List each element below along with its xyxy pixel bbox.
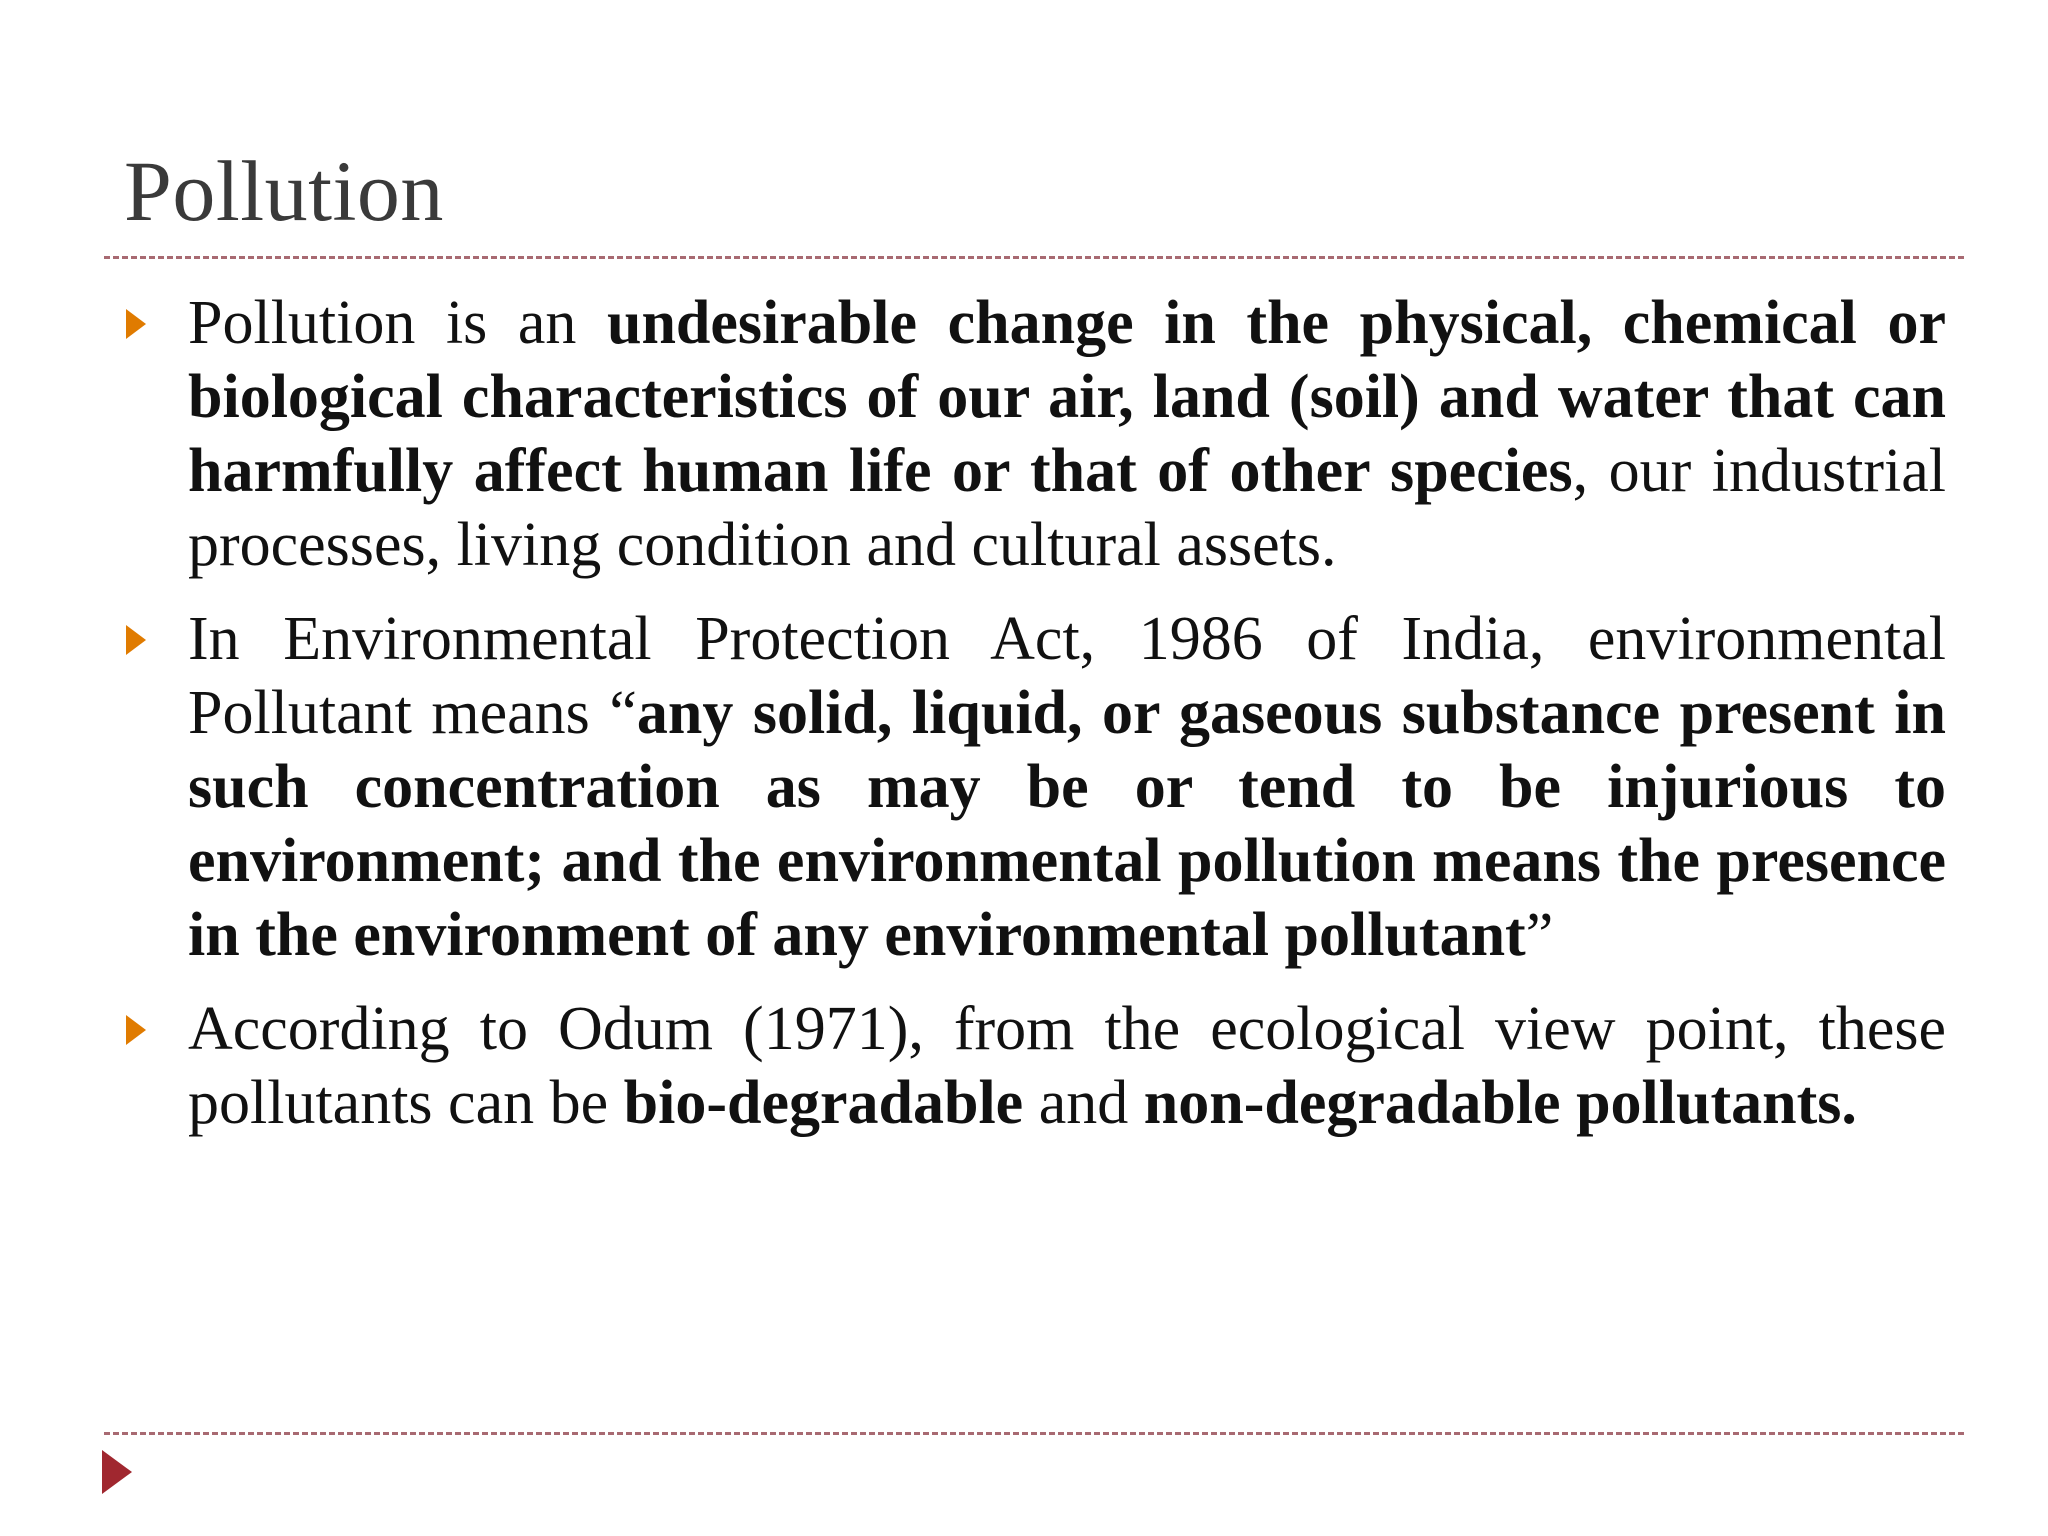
text-segment-bold: bio-degradable [623,1069,1024,1137]
text-segment: According to Odum (1971), from the ecological view point, these pollutants can be [188,995,1946,1137]
text-segment: In Environmental Protection Act, 1986 of India, environmental Pollutant means “ [188,605,1946,747]
bullet-definition [126,286,1946,582]
bullet-odum [126,992,1946,1140]
text-segment-bold: any solid, liquid, or gaseous substance present in such concentration as may be or tend to be injurious to environment; and the environmental pollution means the presence in the environment of any environmental pollutant [188,679,1946,969]
text-segment: ” [1525,901,1554,969]
text-segment-bold: non-degradable pollutants. [1143,1069,1857,1137]
text-segment: , our industrial processes, living condition and cultural assets. [188,437,1947,579]
text-segment: and [1023,1069,1144,1137]
bullet-list [126,286,1946,1160]
footer-triangle-icon [102,1450,132,1494]
bullet-arrow-icon [126,625,146,655]
footer-divider [104,1432,1964,1435]
text-segment: Pollution is an [188,289,607,357]
bullet-act-definition [126,602,1946,972]
slide-title: Pollution [124,143,444,239]
bullet-arrow-icon [126,309,146,339]
bullet-arrow-icon [126,1015,146,1045]
title-divider [104,256,1964,259]
text-segment-bold: undesirable change in the physical, chemical or biological characteristics of our air, land (soil) and water that can harmfully affect human life or that of other species [188,289,1946,505]
